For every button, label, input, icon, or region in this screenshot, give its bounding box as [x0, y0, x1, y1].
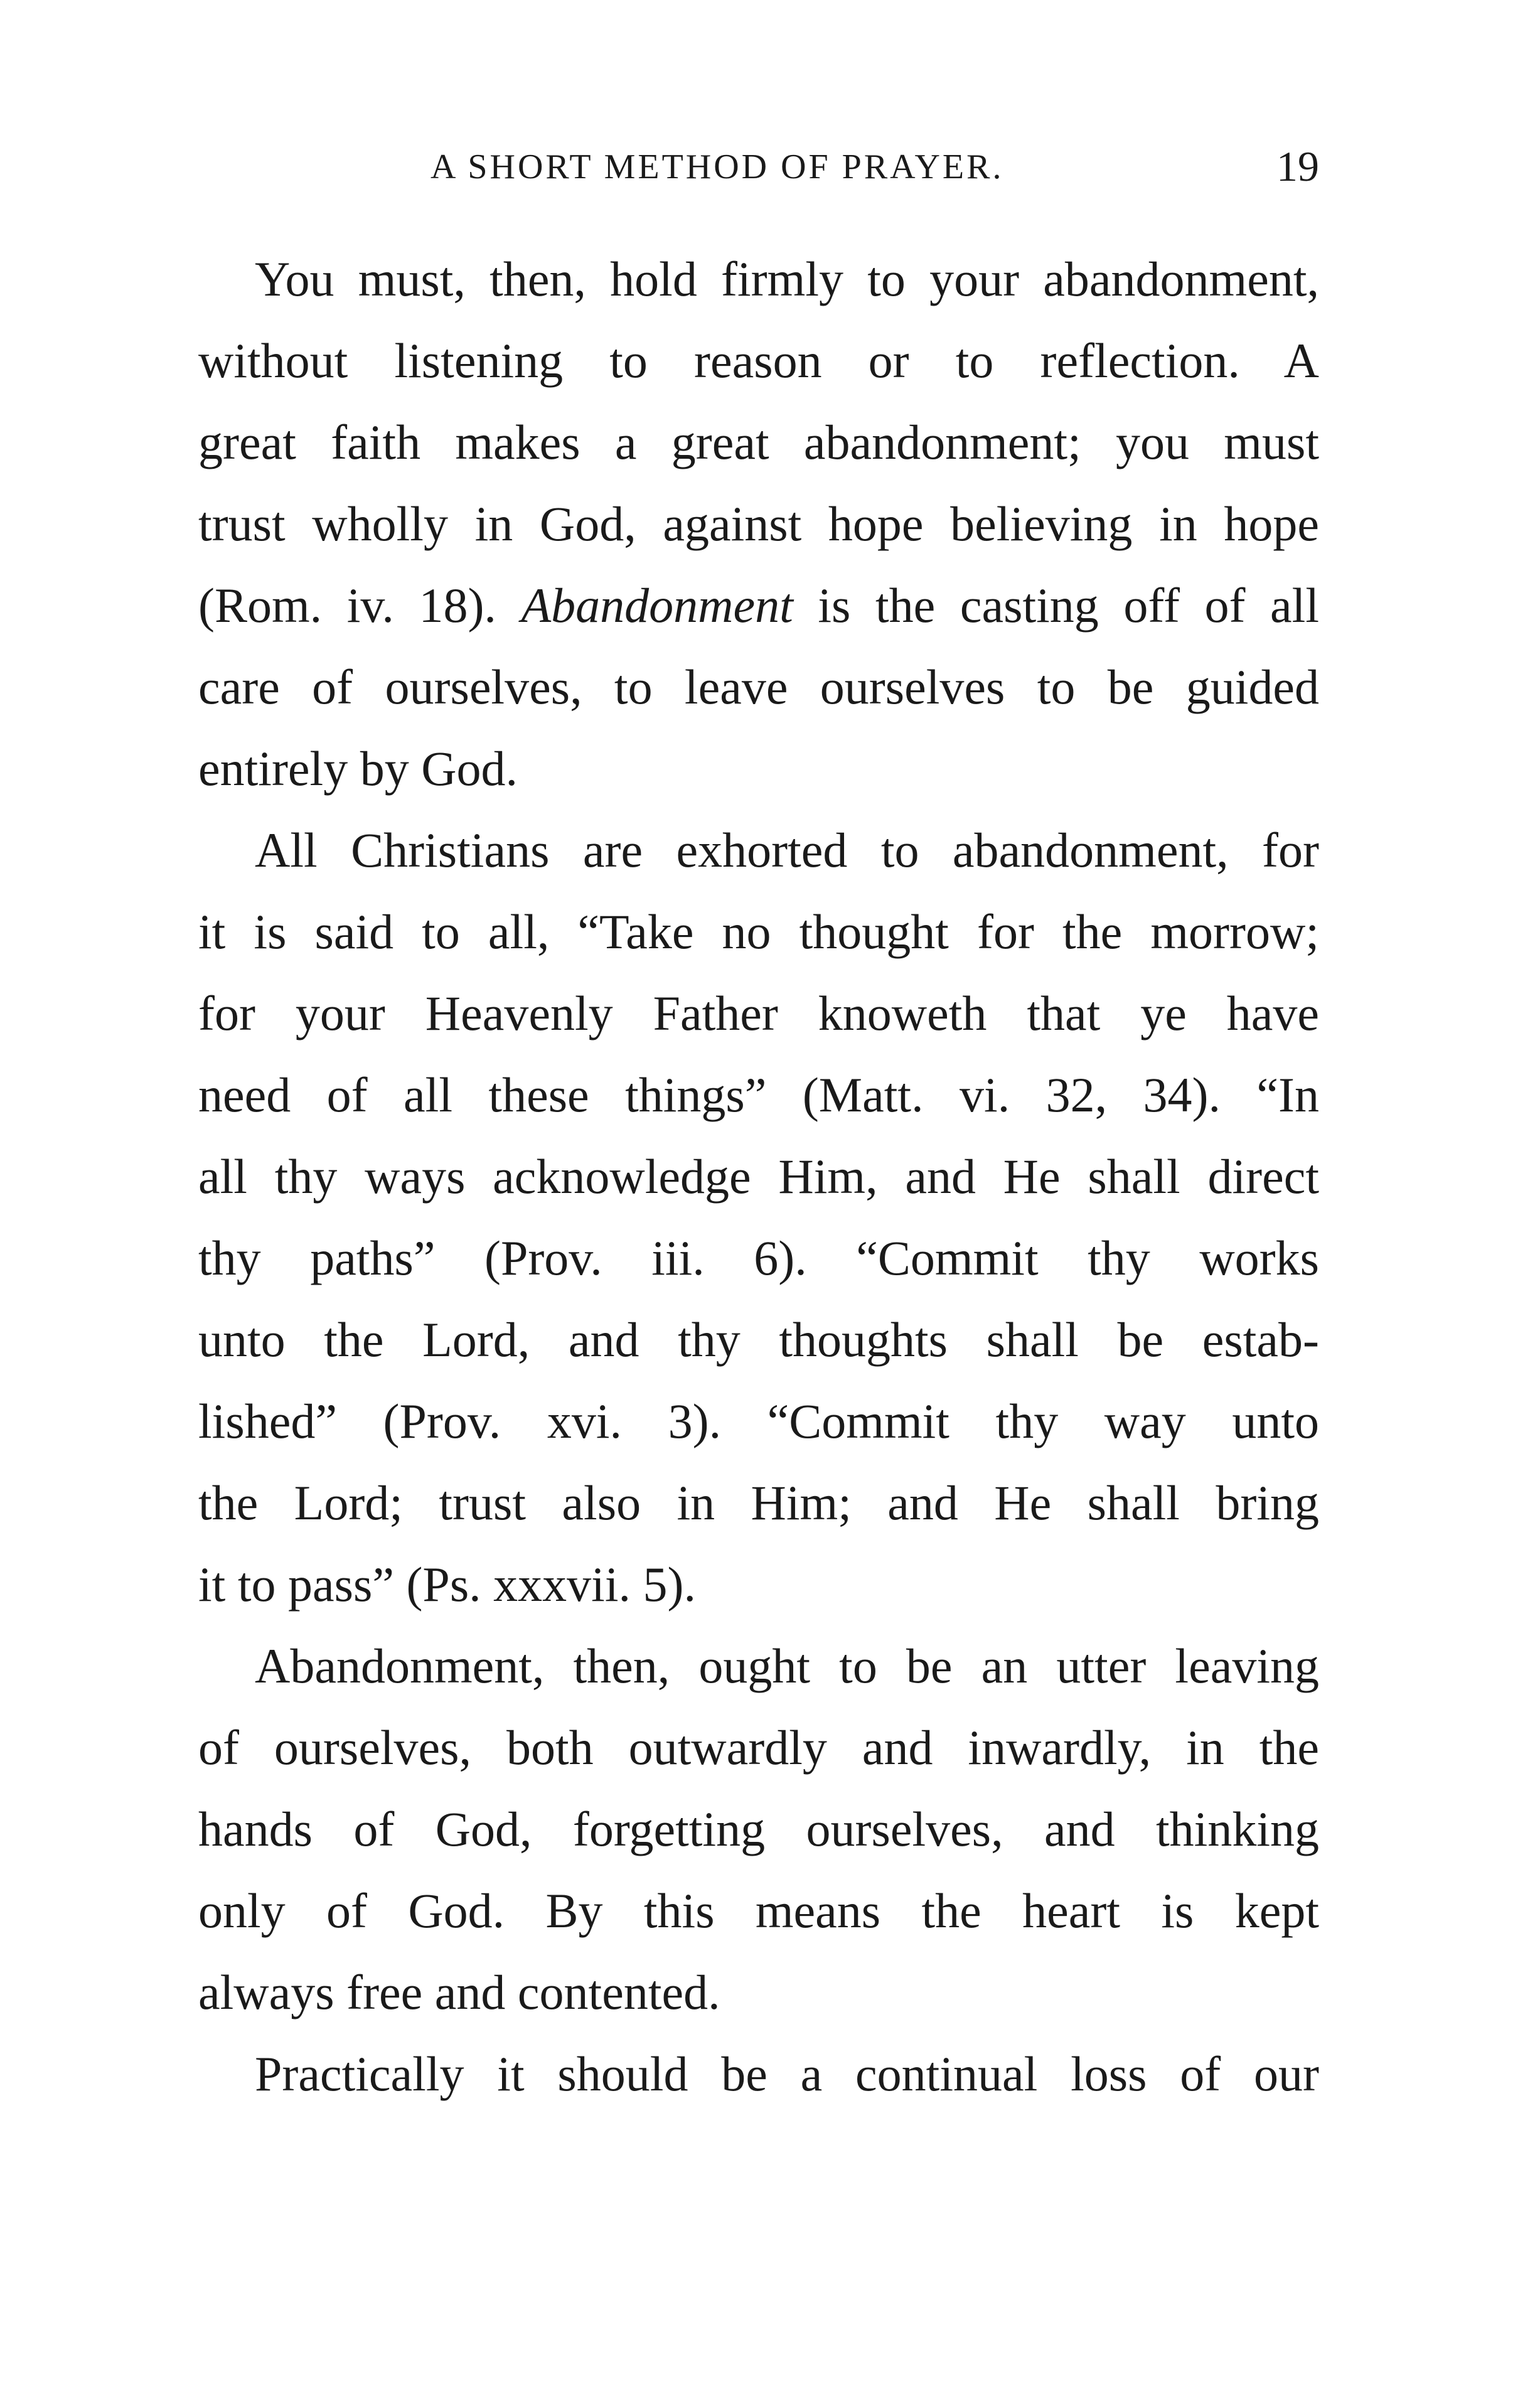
citation-text: (Rom. iv. 18). [198, 578, 496, 633]
text-line: Abandonment, then, ought to be an utter leaving [255, 1639, 1319, 1693]
text-line: trust wholly in God, against hope believing in hope [198, 496, 1319, 551]
paragraph-3 [198, 1625, 1319, 2033]
text-line: need of all these things” (Matt. vi. 32, 34). “In [198, 1067, 1319, 1122]
text-line: hands of God, forgetting ourselves, and thinking [198, 1802, 1319, 1856]
running-title: A SHORT METHOD OF PRAYER. [430, 147, 1004, 186]
page-number: 19 [1276, 142, 1319, 190]
text-line: unto the Lord, and thy thoughts shall be estab- [198, 1312, 1319, 1367]
text-line: care of ourselves, to leave ourselves to be guided [198, 660, 1319, 714]
text-line: for your Heavenly Father knoweth that ye have [198, 986, 1319, 1040]
text-line: it to pass” (Ps. xxxvii. 5). [198, 1557, 696, 1612]
text-line: thy paths” (Prov. iii. 6). “Commit thy works [198, 1231, 1319, 1285]
text-line: always free and contented. [198, 1965, 720, 2019]
text-line: the Lord; trust also in Him; and He shall bring [198, 1475, 1319, 1530]
paragraph-4 [198, 2033, 1319, 2115]
text-line: lished” (Prov. xvi. 3). “Commit thy way unto [198, 1394, 1319, 1448]
text-line: all thy ways acknowledge Him, and He shall direct [198, 1149, 1319, 1204]
body-text [198, 238, 1319, 2115]
page-header [198, 139, 1319, 196]
text-line: great faith makes a great abandonment; you must [198, 415, 1319, 469]
text-line: entirely by God. [198, 741, 518, 796]
text-line: it is said to all, “Take no thought for the morrow; [198, 904, 1319, 959]
text-line: only of God. By this means the heart is kept [198, 1883, 1319, 1938]
text-line-mixed [198, 565, 1319, 646]
paragraph-1 [198, 238, 1319, 810]
text-fragment: is the casting off of all [818, 578, 1320, 633]
text-line: without listening to reason or to reflection. A [198, 333, 1319, 388]
text-line: You must, then, hold firmly to your abandonment, [255, 252, 1319, 306]
text-line: Practically it should be a continual loss of our [255, 2046, 1319, 2101]
text-line: All Christians are exhorted to abandonment, for [255, 823, 1319, 877]
paragraph-2 [198, 810, 1319, 1625]
text-line: of ourselves, both outwardly and inwardly, in the [198, 1720, 1319, 1775]
italic-term: Abandonment [521, 578, 793, 633]
